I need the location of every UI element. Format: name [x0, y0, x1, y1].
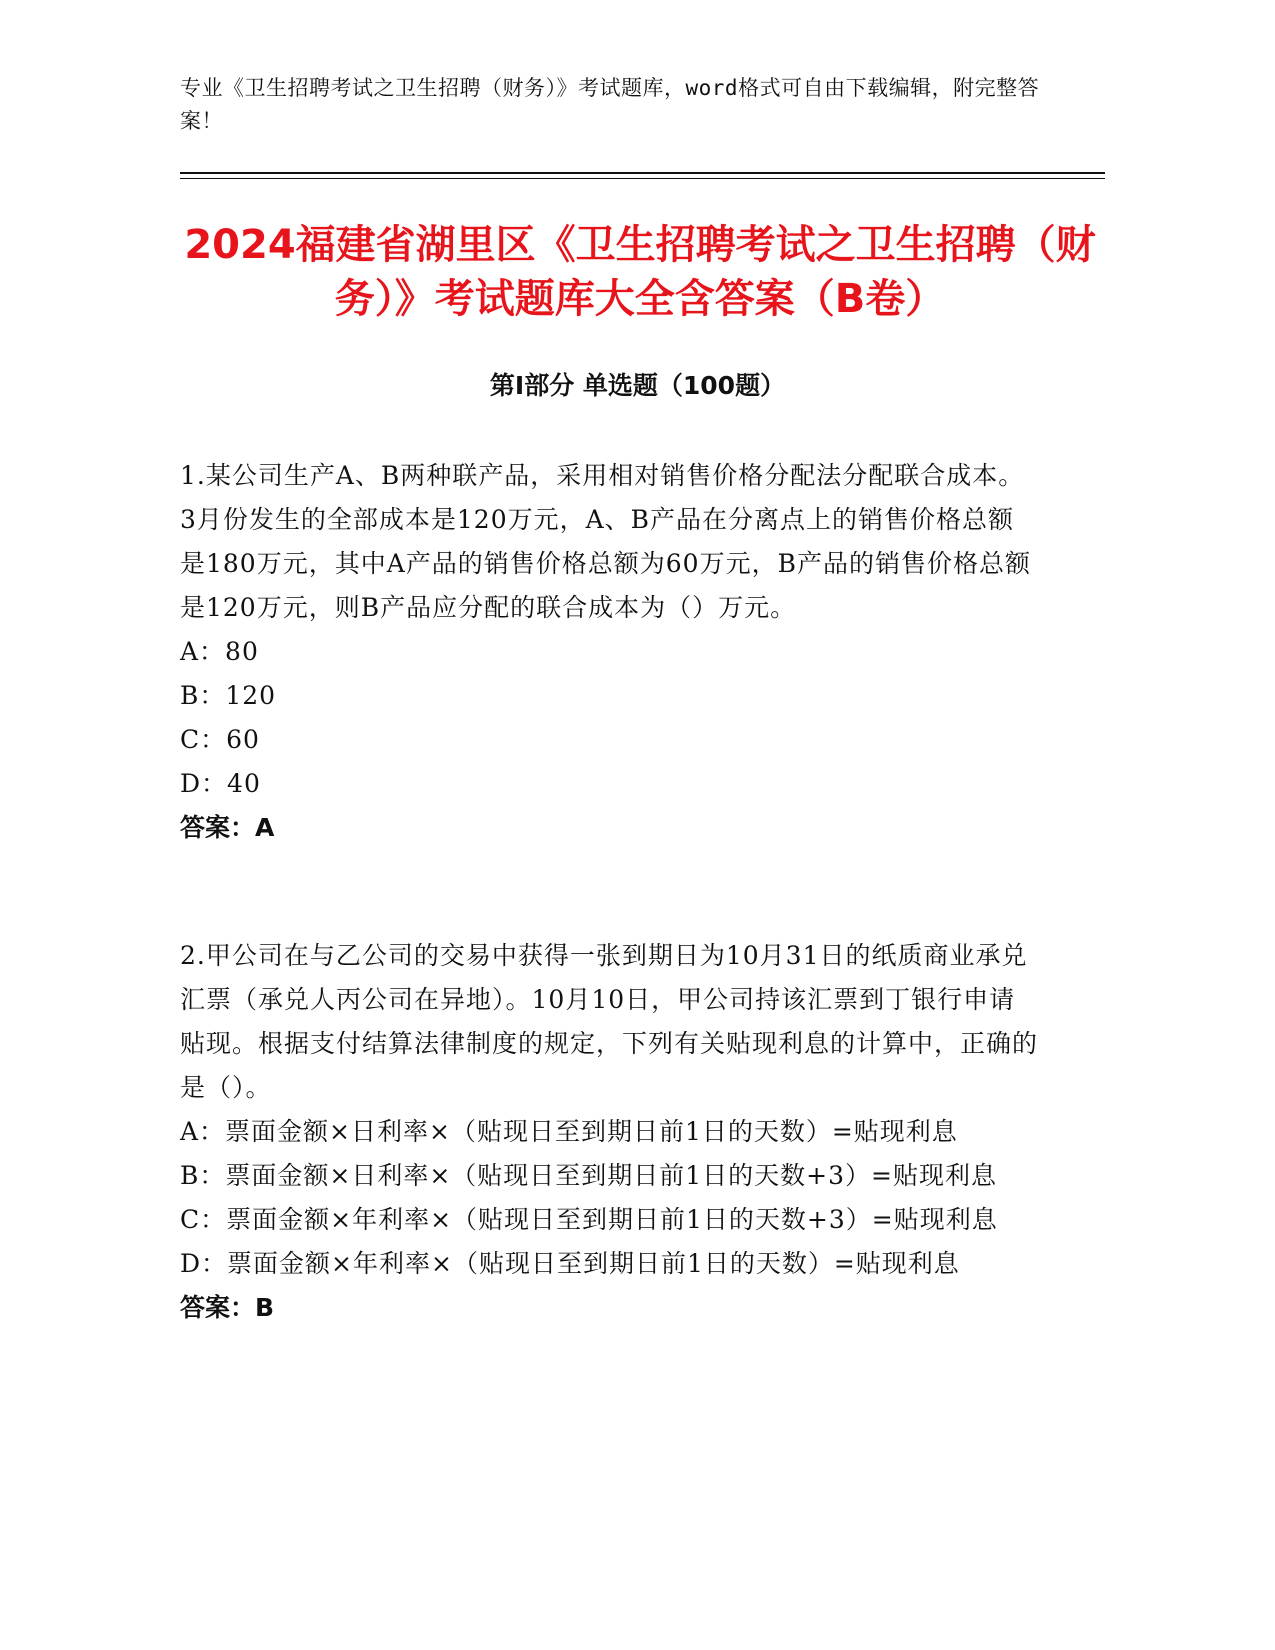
option-a: A：票面金额×日利率×（贴现日至到期日前1日的天数）=贴现利息	[180, 1117, 958, 1146]
question-2	[180, 934, 1040, 1330]
option-d: D：40	[180, 769, 261, 798]
header-divider-thick	[180, 172, 1105, 174]
option-b: B：票面金额×日利率×（贴现日至到期日前1日的天数+3）=贴现利息	[180, 1161, 997, 1190]
option-b: B：120	[180, 681, 277, 710]
answer: 答案：B	[180, 1293, 275, 1322]
question-stem: 2.甲公司在与乙公司的交易中获得一张到期日为10月31日的纸质商业承兑汇票（承兑人丙公司在异地）。10月10日，甲公司持该汇票到丁银行申请贴现。根据支付结算法律制度的规定，下列有关贴现利息的计算中，正确的是（）。	[180, 941, 1039, 1102]
option-d: D：票面金额×年利率×（贴现日至到期日前1日的天数）=贴现利息	[180, 1249, 960, 1278]
question-stem: 1.某公司生产A、B两种联产品，采用相对销售价格分配法分配联合成本。3月份发生的全部成本是120万元，A、B产品在分离点上的销售价格总额是180万元，其中A产品的销售价格总额为60万元，B产品的销售价格总额是120万元，则B产品应分配的联合成本为（）万元。	[180, 461, 1031, 622]
document-title: 2024福建省湖里区《卫生招聘考试之卫生招聘（财务）》考试题库大全含答案（B卷）	[184, 222, 1096, 322]
option-a: A：80	[180, 637, 259, 666]
option-c: C：票面金额×年利率×（贴现日至到期日前1日的天数+3）=贴现利息	[180, 1205, 998, 1234]
header-divider-thin	[180, 178, 1105, 179]
option-c: C：60	[180, 725, 260, 754]
question-1	[180, 454, 1040, 850]
section-title: 第I部分 单选题（100题）	[489, 371, 786, 400]
answer: 答案：A	[180, 813, 275, 842]
header-note: 专业《卫生招聘考试之卫生招聘（财务）》考试题库，word格式可自由下载编辑，附完整答案！	[180, 76, 1040, 133]
